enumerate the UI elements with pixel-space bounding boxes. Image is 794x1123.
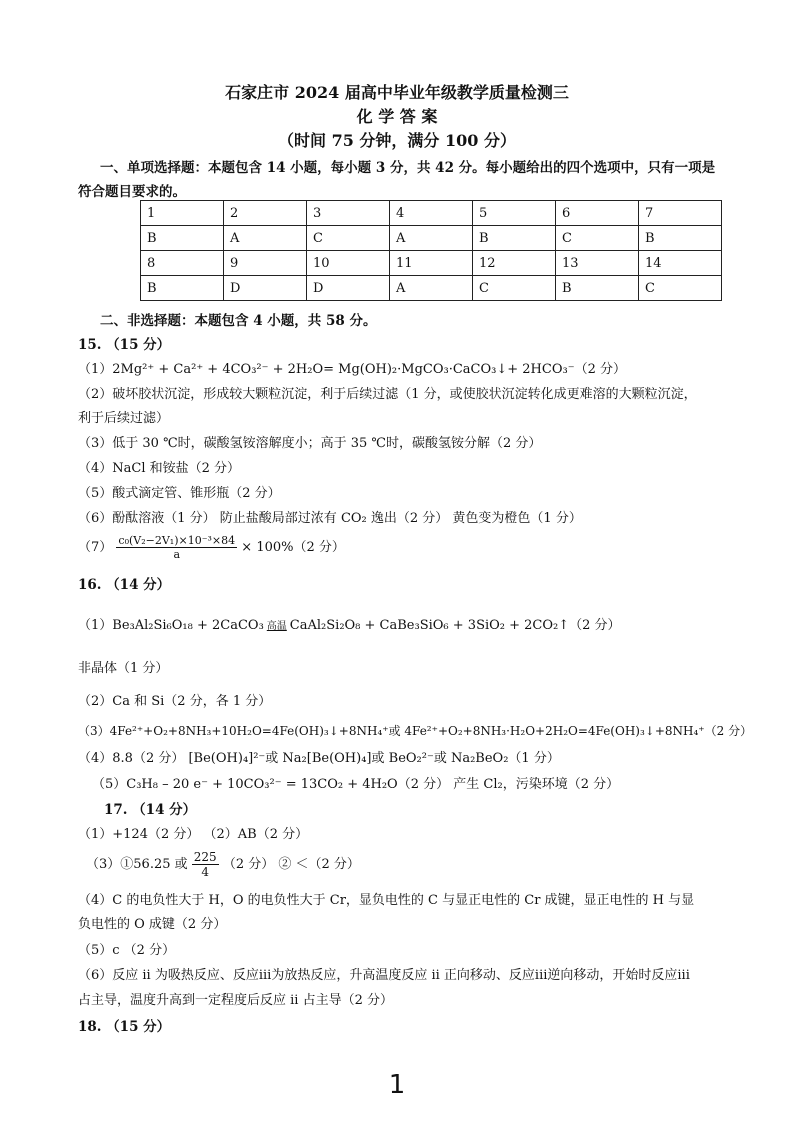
q15-answer-1: （1）2Mg²⁺ + Ca²⁺ + 4CO₃²⁻ + 2H₂O= Mg(OH)₂·MgCO₃·CaCO₃↓+ 2HCO₃⁻（2 分） — [78, 362, 626, 377]
q15-heading: 15. （15 分） — [78, 337, 171, 353]
table-cell: 12 — [473, 251, 556, 276]
q17-answer-4-line1: （4）C 的电负性大于 H，O 的电负性大于 Cr，显负电性的 C 与显正电性的 Cr 成键，显正电性的 H 与显 — [78, 893, 695, 908]
table-cell: 2 — [224, 201, 307, 226]
fraction-numerator: c₀(V₂−2V₁)×10⁻³×84 — [118, 534, 236, 547]
page-subtitle: 化 学 答 案 — [356, 107, 438, 126]
q15-answer-4: （4）NaCl 和铵盐（2 分） — [78, 461, 241, 476]
table-cell: D — [307, 276, 390, 301]
table-row — [141, 201, 722, 226]
table-cell: D — [224, 276, 307, 301]
table-cell: C — [556, 226, 639, 251]
q16-answer-3: （3）4Fe²⁺+O₂+8NH₃+10H₂O=4Fe(OH)₃↓+8NH₄⁺或 4Fe²⁺+O₂+8NH₃·H₂O+2H₂O=4Fe(OH)₃↓+8NH₄⁺（2 分） — [78, 724, 753, 738]
q17-heading: 17. （14 分） — [104, 802, 197, 818]
fraction-numerator: 225 — [193, 850, 217, 864]
table-cell: 13 — [556, 251, 639, 276]
q17-answer-3-prefix: （3）①56.25 或 — [86, 857, 188, 872]
page-number: 1 — [388, 1070, 406, 1100]
time-note: （时间 75 分钟，满分 100 分） — [278, 131, 516, 150]
table-cell: B — [473, 226, 556, 251]
table-cell: 9 — [224, 251, 307, 276]
fraction-denominator: 4 — [201, 865, 210, 879]
section1-intro-line1: 一、单项选择题：本题包含 14 小题，每小题 3 分，共 42 分。每小题给出的四个选项中，只有一项是 — [100, 160, 716, 176]
q18-heading: 18. （15 分） — [78, 1019, 171, 1035]
q17-answer-6-line2: 占主导，温度升高到一定程度后反应 ii 占主导（2 分） — [78, 993, 393, 1008]
section2-intro: 二、非选择题：本题包含 4 小题，共 58 分。 — [100, 313, 377, 329]
table-cell: B — [556, 276, 639, 301]
table-cell: A — [224, 226, 307, 251]
table-cell: B — [639, 226, 722, 251]
table-cell: 5 — [473, 201, 556, 226]
q17-answer-5: （5）c （2 分） — [78, 943, 176, 958]
q15-answer-6: （6）酚酞溶液（1 分） 防止盐酸局部过浓有 CO₂ 逸出（2 分） 黄色变为橙色（1 分） — [78, 511, 582, 526]
q16-answer-1-extra: 非晶体（1 分） — [78, 661, 169, 676]
table-cell: C — [473, 276, 556, 301]
table-cell: 14 — [639, 251, 722, 276]
table-cell: 3 — [307, 201, 390, 226]
q15-answer-2-line2: 利于后续过滤） — [78, 411, 170, 426]
table-cell: 7 — [639, 201, 722, 226]
q15-answer-3: （3）低于 30 ℃时，碳酸氢铵溶解度小；高于 35 ℃时，碳酸氢铵分解（2 分） — [78, 436, 542, 451]
reaction-condition-arrow — [264, 617, 290, 633]
section1-intro-line2: 符合题目要求的。 — [78, 184, 186, 200]
q15-answer-5: （5）酸式滴定管、锥形瓶（2 分） — [78, 486, 281, 501]
q16-heading: 16. （14 分） — [78, 577, 171, 593]
q17-answer-3-suffix: （2 分） ② ＜（2 分） — [222, 857, 360, 872]
q15-answer-7-fraction — [116, 534, 237, 561]
table-cell: 8 — [141, 251, 224, 276]
q15-answer-7-suffix: × 100%（2 分） — [241, 540, 345, 555]
q16-answer-4: （4）8.8（2 分） [Be(OH)₄]²⁻或 Na₂[Be(OH)₄]或 BeO₂²⁻或 Na₂BeO₂（1 分） — [78, 751, 560, 766]
q15-answer-7-prefix: （7） — [78, 540, 113, 555]
table-cell: 11 — [390, 251, 473, 276]
q16-answer-1 — [78, 614, 621, 633]
q16-answer-1-right: CaAl₂Si₂O₈ + CaBe₃SiO₆ + 3SiO₂ + 2CO₂↑（2 分） — [289, 618, 621, 633]
q16-answer-5: （5）C₃H₈ – 20 e⁻ + 10CO₃²⁻ = 13CO₂ + 4H₂O（2 分） 产生 Cl₂，污染环境（2 分） — [92, 777, 620, 792]
table-cell: A — [390, 276, 473, 301]
q17-answer-3-fraction — [192, 850, 219, 879]
table-cell: 1 — [141, 201, 224, 226]
table-row — [141, 276, 722, 301]
q17-answer-3 — [86, 850, 360, 879]
table-cell: C — [639, 276, 722, 301]
table-row — [141, 251, 722, 276]
fraction-denominator: a — [173, 548, 181, 561]
q17-answer-4-line2: 负电性的 O 成键（2 分） — [78, 917, 227, 932]
table-row — [141, 226, 722, 251]
table-cell: 4 — [390, 201, 473, 226]
table-cell: 6 — [556, 201, 639, 226]
table-cell: C — [307, 226, 390, 251]
q15-answer-7 — [78, 534, 345, 561]
page-title: 石家庄市 2024 届高中毕业年级教学质量检测三 — [225, 83, 569, 102]
q15-answer-2-line1: （2）破坏胶状沉淀，形成较大颗粒沉淀，利于后续过滤（1 分，或使胶状沉淀转化成更难溶的大颗粒沉淀， — [78, 387, 697, 402]
answer-table — [140, 200, 722, 301]
q16-answer-2: （2）Ca 和 Si（2 分，各 1 分） — [78, 694, 272, 709]
table-cell: B — [141, 226, 224, 251]
table-cell: 10 — [307, 251, 390, 276]
q17-answer-1-2: （1）+124（2 分） （2）AB（2 分） — [78, 827, 309, 842]
table-cell: B — [141, 276, 224, 301]
q17-answer-6-line1: （6）反应 ii 为吸热反应、反应iii为放热反应，升高温度反应 ii 正向移动、反应iii逆向移动，开始时反应iii — [78, 968, 690, 983]
reaction-condition: 高温 — [266, 621, 287, 632]
q16-answer-1-left: （1）Be₃Al₂Si₆O₁₈ + 2CaCO₃ — [78, 618, 264, 633]
table-cell: A — [390, 226, 473, 251]
